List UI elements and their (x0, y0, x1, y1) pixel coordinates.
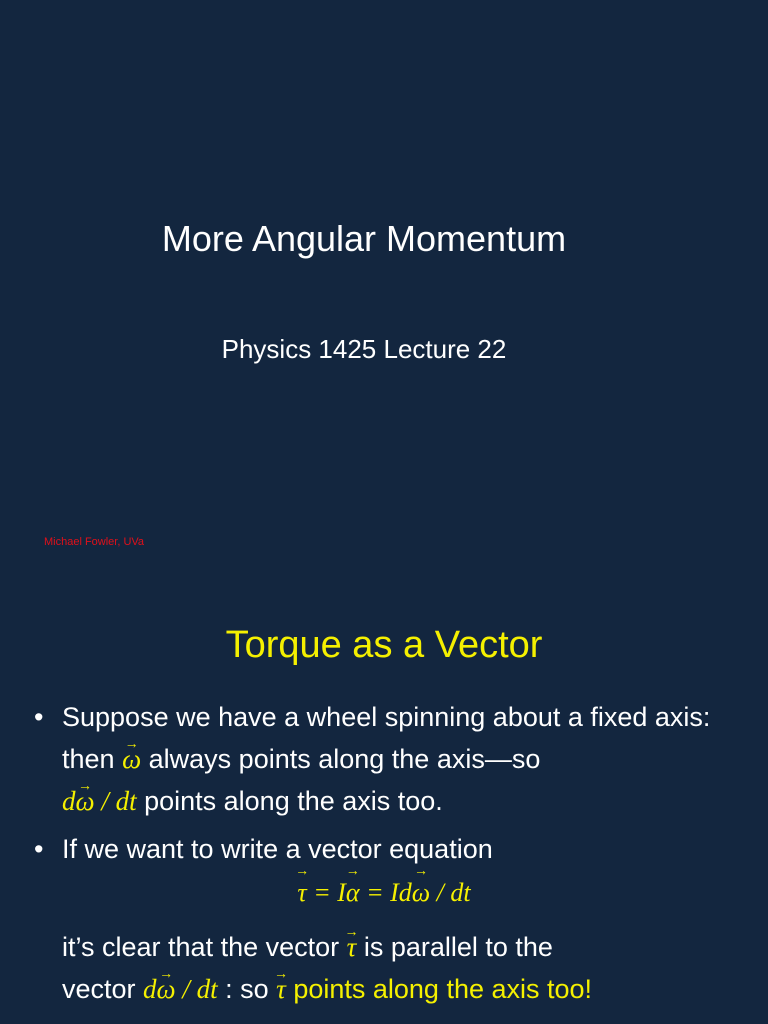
math-d: d (143, 974, 157, 1004)
tau-symbol: τ → (297, 878, 306, 908)
bullet-icon: • (34, 834, 44, 864)
equation-segment: = I (306, 878, 346, 907)
bullet-text (62, 696, 754, 822)
math-dt: / dt (175, 974, 218, 1004)
omega-symbol: ω → (157, 968, 176, 1010)
text-segment: it’s clear that the vector (62, 932, 347, 962)
alpha-symbol: α → (346, 878, 360, 908)
omega-symbol: ω → (122, 738, 141, 780)
text-segment: always points along the axis—so (141, 744, 541, 774)
omega-symbol: ω → (76, 780, 95, 822)
math-dt: / dt (94, 786, 137, 816)
math-d: d (62, 786, 76, 816)
bullet-item (34, 828, 754, 870)
bullet-text: If we want to write a vector equation (62, 834, 493, 864)
slide-title: More Angular Momentum (161, 218, 567, 259)
omega-symbol: ω → (412, 878, 430, 908)
tau-symbol: τ → (347, 926, 357, 968)
text-segment: points along the axis too. (136, 786, 443, 816)
text-segment: vector (62, 974, 144, 1004)
vector-equation (0, 878, 768, 908)
author-credit: Michael Fowler, UVa (44, 536, 145, 548)
equation-segment: / dt (430, 878, 471, 907)
slide-title: Torque as a Vector (225, 624, 543, 666)
slide-subtitle: Physics 1425 Lecture 22 (221, 334, 507, 364)
equation-segment: = Id (359, 878, 412, 907)
continuation-text (62, 926, 762, 1010)
bullet-icon: • (34, 702, 44, 732)
highlight-text: points along the axis too! (285, 974, 593, 1004)
text-segment: is parallel to the (356, 932, 553, 962)
text-segment: Suppose we have a wheel spinning about a fixed axis: then (62, 702, 711, 774)
tau-symbol: τ → (276, 968, 286, 1010)
text-segment: : so (217, 974, 277, 1004)
torque-slide (0, 590, 768, 1024)
bullet-item (34, 696, 754, 822)
